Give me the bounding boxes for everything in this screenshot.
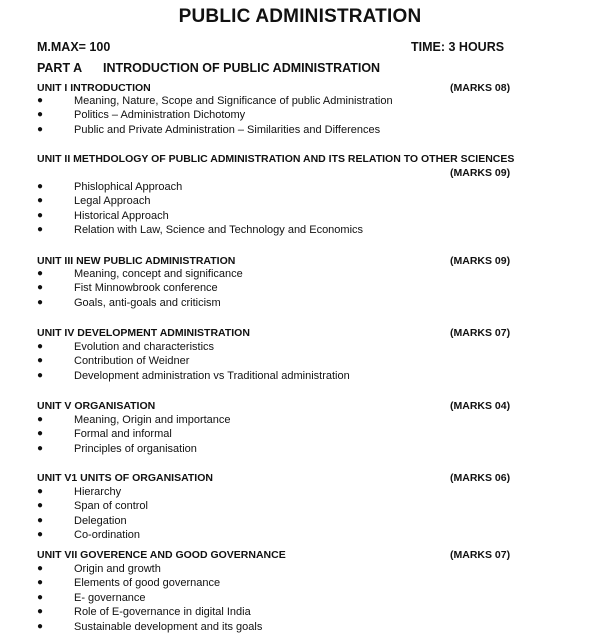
list-item-text: Evolution and characteristics <box>74 341 215 353</box>
unit-heading: UNIT VII GOVERENCE AND GOOD GOVERNANCE <box>37 549 286 561</box>
list-item-text: Contribution of Weidner <box>74 355 190 368</box>
unit-marks: (MARKS 08) <box>450 82 511 94</box>
unit-heading: UNIT I INTRODUCTION <box>37 82 151 94</box>
bullet-icon: ● <box>37 95 44 106</box>
bullet-icon: ● <box>37 109 44 121</box>
bullet-icon: ● <box>37 296 44 308</box>
list-item-text: Co-ordination <box>74 529 141 542</box>
bullet-icon: ● <box>37 195 44 207</box>
max-marks: M.MAX= 100 <box>37 40 111 54</box>
list-item-text: Meaning, concept and significance <box>74 268 243 280</box>
list-item-text: Public and Private Administration – Similarities and Differences <box>74 123 381 136</box>
unit-marks: (MARKS 07) <box>450 327 511 339</box>
bullet-icon: ● <box>37 369 44 381</box>
unit-heading: UNIT V ORGANISATION <box>37 400 156 412</box>
part-label: PART A <box>37 61 83 75</box>
list-item-text: Goals, anti-goals and criticism <box>74 296 221 309</box>
list-item-text: Hierarchy <box>74 486 122 498</box>
bullet-icon: ● <box>37 529 44 541</box>
unit-heading: UNIT V1 UNITS OF ORGANISATION <box>37 472 213 484</box>
bullet-icon: ● <box>37 442 44 454</box>
list-item-text: Role of E-governance in digital India <box>74 606 251 619</box>
bullet-icon: ● <box>37 181 44 192</box>
bullet-icon: ● <box>37 500 44 512</box>
unit-heading: UNIT IV DEVELOPMENT ADMINISTRATION <box>37 327 250 339</box>
list-item-text: Fist Minnowbrook conference <box>74 282 218 295</box>
bullet-icon: ● <box>37 224 44 236</box>
unit-marks: (MARKS 07) <box>450 549 511 561</box>
list-item-text: Origin and growth <box>74 563 161 575</box>
list-item-text: Delegation <box>74 514 127 527</box>
list-item-text: Meaning, Nature, Scope and Significance of public Administration <box>74 95 393 107</box>
bullet-icon: ● <box>37 123 44 135</box>
unit-marks: (MARKS 04) <box>450 400 511 412</box>
part-title: INTRODUCTION OF PUBLIC ADMINISTRATION <box>103 61 381 75</box>
bullet-icon: ● <box>37 591 44 603</box>
list-item-text: Elements of good governance <box>74 577 221 590</box>
list-item-text: Meaning, Origin and importance <box>74 414 231 426</box>
list-item-text: Development administration vs Traditional administration <box>74 369 350 382</box>
bullet-icon: ● <box>37 209 44 221</box>
part-heading <box>37 61 381 75</box>
bullet-icon: ● <box>37 268 44 279</box>
bullet-icon: ● <box>37 606 44 618</box>
list-item-text: Principles of organisation <box>74 442 197 455</box>
list-item-text: Phislophical Approach <box>74 181 183 193</box>
unit-heading: UNIT II METHDOLOGY OF PUBLIC ADMINISTRATION AND ITS RELATION TO OTHER SCIENCES <box>37 153 515 165</box>
exam-time: TIME: 3 HOURS <box>411 40 505 54</box>
unit-marks: (MARKS 06) <box>450 472 511 484</box>
bullet-icon: ● <box>37 282 44 294</box>
bullet-icon: ● <box>37 620 44 632</box>
bullet-icon: ● <box>37 514 44 526</box>
unit-marks: (MARKS 09) <box>450 255 511 267</box>
list-item-text: Relation with Law, Science and Technology and Economics <box>74 224 364 237</box>
list-item-text: Sustainable development and its goals <box>74 620 263 633</box>
bullet-icon: ● <box>37 486 44 497</box>
document-title: PUBLIC ADMINISTRATION <box>178 6 422 27</box>
bullet-icon: ● <box>37 341 44 352</box>
list-item-text: E- governance <box>74 591 146 604</box>
unit-marks: (MARKS 09) <box>450 167 511 179</box>
bullet-icon: ● <box>37 563 44 574</box>
bullet-icon: ● <box>37 355 44 367</box>
bullet-icon: ● <box>37 428 44 440</box>
list-item-text: Formal and informal <box>74 428 172 441</box>
bullet-icon: ● <box>37 577 44 589</box>
bullet-icon: ● <box>37 414 44 425</box>
unit-heading: UNIT III NEW PUBLIC ADMINISTRATION <box>37 255 236 267</box>
list-item-text: Politics – Administration Dichotomy <box>74 109 246 122</box>
list-item-text: Legal Approach <box>74 195 151 208</box>
list-item-text: Span of control <box>74 500 148 513</box>
list-item-text: Historical Approach <box>74 209 169 222</box>
